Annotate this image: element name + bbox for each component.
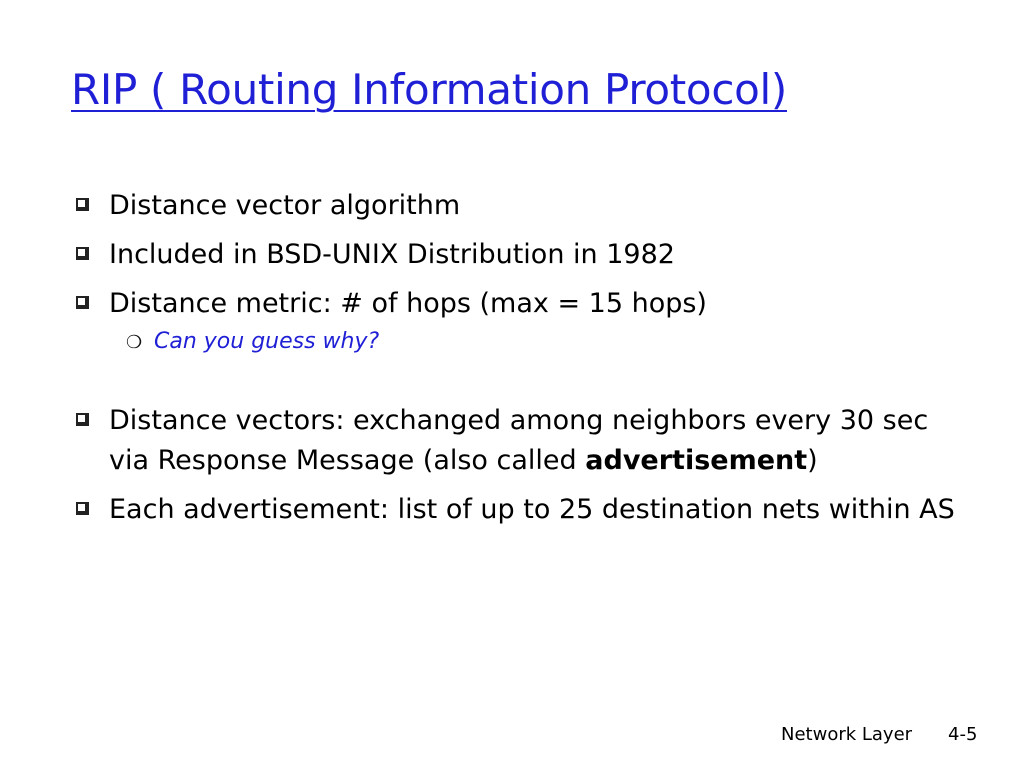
bullet-text: Each advertisement: list of up to 25 destination nets within AS xyxy=(109,494,955,525)
sub-bullet-text: Can you guess why? xyxy=(154,329,380,354)
square-bullet-icon xyxy=(76,198,89,211)
footer-page-number: 4-5 xyxy=(948,724,978,745)
square-bullet-icon xyxy=(76,247,89,260)
square-bullet-icon xyxy=(76,502,89,515)
bullet-text: Distance vector algorithm xyxy=(109,190,461,221)
bullet-item xyxy=(72,235,972,275)
square-bullet-icon xyxy=(76,296,89,309)
slide-title: RIP ( Routing Information Protocol) xyxy=(71,65,787,114)
bullet-text: Distance vectors: exchanged among neighbors every 30 sec via Response Message (also called xyxy=(109,405,929,476)
bold-term: advertisement xyxy=(585,445,808,476)
bullet-text: Included in BSD-UNIX Distribution in 1982 xyxy=(109,239,675,270)
footer-section: Network Layer xyxy=(781,724,913,745)
square-bullet-icon xyxy=(76,413,89,426)
bullet-text-tail: ) xyxy=(807,445,818,476)
sub-bullet-item xyxy=(72,327,972,357)
bullet-list xyxy=(72,186,972,539)
bullet-item xyxy=(72,186,972,226)
bullet-item xyxy=(72,401,972,481)
circle-bullet-icon: ❍ xyxy=(126,332,143,353)
bullet-item xyxy=(72,490,972,530)
bullet-text: Distance metric: # of hops (max = 15 hops) xyxy=(109,288,707,319)
bullet-item xyxy=(72,284,972,324)
